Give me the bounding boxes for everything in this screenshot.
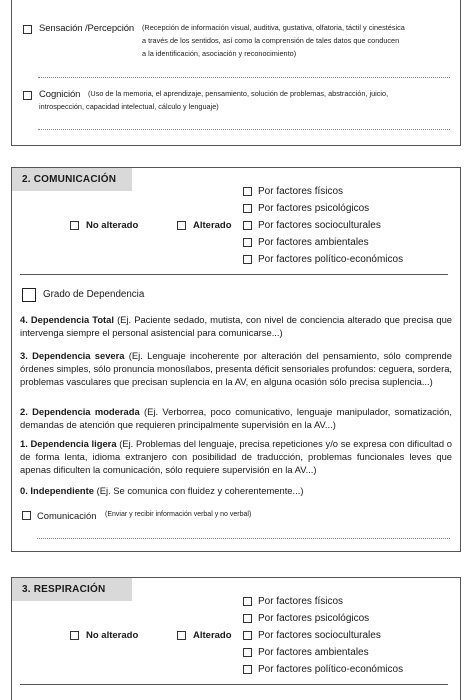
cognicion-notes-line[interactable] bbox=[38, 129, 450, 130]
dependency-level-1-text: (Ej. Problemas del lenguaje, precisa repeticiones y/o se expresa con dificultad o de forma lenta, idioma extranjero con posibilidad de traducción, problemas funcionales leves que apenas dificulten la comunicación, sólo requiere supervisión en la AV...) bbox=[20, 438, 452, 475]
respiracion-no-alterado-label: No alterado bbox=[86, 630, 139, 641]
comunicacion-no-alterado-checkbox[interactable] bbox=[70, 221, 79, 230]
comunicacion-header bbox=[12, 168, 132, 191]
respiracion-factor-checkbox-4[interactable] bbox=[243, 665, 252, 674]
respiracion-factor-label-3: Por factores ambientales bbox=[258, 647, 369, 658]
respiracion-header bbox=[12, 578, 132, 601]
dependency-level-1 bbox=[20, 437, 452, 476]
comunicacion-factor-label-0: Por factores físicos bbox=[258, 186, 344, 197]
comunicacion-no-alterado-label: No alterado bbox=[86, 220, 139, 231]
comunicacion-factor-checkbox-3[interactable] bbox=[243, 238, 252, 247]
dependency-level-0-text: (Ej. Se comunica con fluidez y coherentemente...) bbox=[93, 485, 304, 496]
comunicacion-alterado-checkbox[interactable] bbox=[177, 221, 186, 230]
sensacion-desc-3: a la identificación, asociación y reconocimiento) bbox=[142, 49, 297, 58]
comunicacion-alterado-label: Alterado bbox=[193, 220, 232, 231]
sensacion-notes-line[interactable] bbox=[38, 77, 450, 78]
comunicacion-item-checkbox[interactable] bbox=[22, 511, 31, 520]
respiracion-factor-label-1: Por factores psicológicos bbox=[258, 613, 370, 624]
respiracion-factor-checkbox-3[interactable] bbox=[243, 648, 252, 657]
respiracion-no-alterado-checkbox[interactable] bbox=[70, 631, 79, 640]
dependency-level-4-text: (Ej. Paciente sedado, mutista, con nivel de conciencia alterado que precisa que intervenga siempre el personal asistencial para comunicarse...) bbox=[20, 314, 452, 338]
comunicacion-factor-checkbox-0[interactable] bbox=[243, 187, 252, 196]
sensacion-desc-1: (Recepción de información visual, auditiva, gustativa, olfatoria, táctil y cinestésica bbox=[142, 23, 405, 32]
cognicion-desc-1: (Uso de la memoria, el aprendizaje, pensamiento, solución de problemas, abstracción, juicio, bbox=[88, 89, 389, 98]
sensacion-label: Sensación /Percepción bbox=[39, 23, 135, 34]
sensacion-desc-2: a través de los sentidos, así como la comprensión de tales datos que conducen bbox=[142, 36, 400, 45]
dependency-level-4-title: 4. Dependencia Total bbox=[20, 314, 114, 325]
dependency-level-0 bbox=[20, 484, 452, 497]
grado-dependencia-checkbox[interactable] bbox=[22, 288, 36, 302]
dependency-level-2 bbox=[20, 405, 452, 431]
comunicacion-factor-checkbox-4[interactable] bbox=[243, 255, 252, 264]
section-top-box bbox=[11, 0, 461, 146]
respiracion-factor-label-4: Por factores político-económicos bbox=[258, 664, 404, 675]
respiracion-factor-checkbox-2[interactable] bbox=[243, 631, 252, 640]
dependency-level-3-text: (Ej. Lenguaje incoherente por alteración del pensamiento, sólo comprende órdenes simples, sólo pronuncia monosílabos, presenta déficit sensoriales profundos: ceguera, sordera, problemas vasculares que precisan suplencia en la AV, en alguna ocasión sólo precisa suplencia...) bbox=[20, 350, 453, 387]
comunicacion-notes-line[interactable] bbox=[37, 538, 450, 539]
dependency-level-4 bbox=[20, 313, 452, 339]
dependency-level-2-title: 2. Dependencia moderada bbox=[20, 406, 140, 417]
dependency-level-3 bbox=[20, 349, 452, 388]
dependency-level-0-title: 0. Independiente bbox=[20, 485, 94, 496]
comunicacion-divider bbox=[20, 274, 448, 275]
respiracion-title: 3. RESPIRACIÓN bbox=[22, 584, 106, 595]
dependency-level-1-title: 1. Dependencia ligera bbox=[20, 438, 117, 449]
comunicacion-item-label: Comunicación bbox=[37, 510, 97, 521]
comunicacion-factor-label-3: Por factores ambientales bbox=[258, 237, 369, 248]
respiracion-section bbox=[11, 577, 461, 700]
cognicion-checkbox[interactable] bbox=[23, 91, 32, 100]
grado-dependencia-label: Grado de Dependencia bbox=[43, 289, 145, 300]
respiracion-factor-checkbox-1[interactable] bbox=[243, 614, 252, 623]
respiracion-factor-checkbox-0[interactable] bbox=[243, 597, 252, 606]
comunicacion-item-desc: (Enviar y recibir información verbal y no verbal) bbox=[105, 511, 252, 518]
respiracion-divider bbox=[20, 684, 448, 685]
cognicion-label: Cognición bbox=[39, 89, 81, 100]
respiracion-factor-label-0: Por factores físicos bbox=[258, 596, 344, 607]
comunicacion-factor-label-2: Por factores socioculturales bbox=[258, 220, 381, 231]
comunicacion-factor-label-1: Por factores psicológicos bbox=[258, 203, 370, 214]
respiracion-alterado-checkbox[interactable] bbox=[177, 631, 186, 640]
respiracion-alterado-label: Alterado bbox=[193, 630, 232, 641]
cognicion-desc-2: introspección, capacidad intelectual, cálculo y lenguaje) bbox=[39, 102, 219, 111]
comunicacion-title: 2. COMUNICACIÓN bbox=[22, 174, 117, 185]
respiracion-factor-label-2: Por factores socioculturales bbox=[258, 630, 381, 641]
sensacion-checkbox[interactable] bbox=[23, 25, 32, 34]
comunicacion-factor-checkbox-1[interactable] bbox=[243, 204, 252, 213]
dependency-level-2-text: (Ej. Verborrea, poco comunicativo, lenguaje manipulador, somatización, demandas de atención que requieren principalmente supervisión en la AV...) bbox=[20, 406, 452, 430]
comunicacion-factor-checkbox-2[interactable] bbox=[243, 221, 252, 230]
dependency-level-3-title: 3. Dependencia severa bbox=[20, 350, 125, 361]
comunicacion-factor-label-4: Por factores político-económicos bbox=[258, 254, 404, 265]
comunicacion-section bbox=[11, 167, 461, 552]
